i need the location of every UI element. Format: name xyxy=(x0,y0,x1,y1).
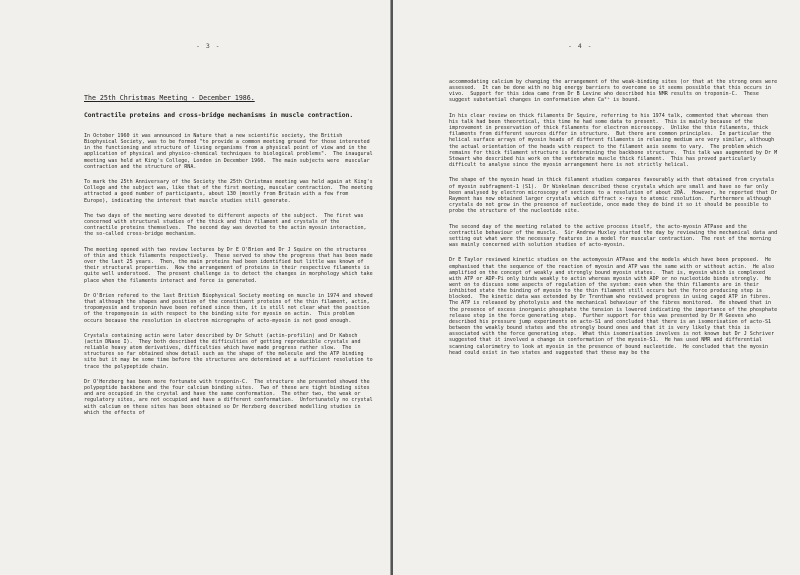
paragraph: In October 1960 it was announced in Nature that a new scientific society, the British Biophysical Society, was to be formed "to provide a common meeting ground for those interested in the functioning and structure of living organisms from a physical point of view and in the application of physical and physico-chemical techniques to biological problems". The inaugural meeting was held at King's College, London in December 1960. The main subjects were muscular contraction and the structure of RNA. xyxy=(84,133,376,170)
paragraph: In his clear review on thick filaments Dr Squire, referring to his 1974 talk, commented that whereas then his talk had been theoretical, this time he had some data to present. This is mainly because of the improvement in preservation of thick filaments for electron microscopy. Unlike the thin filaments, thick filaments from different sources differ in structure. But there are common principles. In particular the helical surface arrays of myosin heads of different filaments in relaxing medium are very similar, although the actual orientation of the heads with respect to the filament axis seems to vary. The problem which remains for thick filament structure is determining the backbone structure. This talk was augmented by Dr M Stewart who described his work on the vertebrate muscle thick filament. This has proved particularly difficult to analyse since the myosin arrangement here is not strictly helical. xyxy=(449,112,781,169)
left-page xyxy=(0,0,391,575)
paragraph: To mark the 25th Anniversary of the Society the 25th Christmas meeting was held again at King's College and the subject was, like that of the first meeting, muscular contraction. The meeting attracted a good number of participants, about 130 (mostly from Britain with a few from Europe), indicating the interest that muscle studies still generate. xyxy=(84,179,376,204)
paragraph: The second day of the meeting related to the active process itself, the acto-myosin ATPase and the contractile behaviour of the muscle. Sir Andrew Huxley started the day by reviewing the mechanical data and setting out what were the necessary features in a model for muscular contraction. The rest of the morning was mainly concerned with solution studies of acto-myosin. xyxy=(449,223,781,248)
page-number: - 4 - xyxy=(568,42,593,50)
right-text-column xyxy=(449,79,779,365)
document-subtitle: Contractile proteins and cross-bridge mechanisms in muscle contraction. xyxy=(84,112,354,119)
paragraph: accommodating calcium by changing the arrangement of the weak-binding sites (or that at the strong ones were assessed. It can be done with no big energy barriers to overcome so it seems possible that this occurs in vivo. Support for this idea came from Dr B Levine who described his NMR results on troponin-C. These suggest substantial changes in conformation when Ca²⁺ is bound. xyxy=(449,79,781,104)
paragraph: Dr E Taylor reviewed kinetic studies on the actomyosin ATPase and the models which have been proposed. He emphasised that the sequence of the reaction of myosin and ATP was the same with or without actin. He also amplified on the concept of weakly and strongly bound myosin states. That is, myosin which is complexed with ATP or ADP-Pi only binds weakly to actin whereas myosin with ADP or no nucleotide binds strongly. He went on to discuss some aspects of regulation of the system: even when the thin filaments are in their inhibited state the binding of myosin to the thin filament still occurs but the force producing step is blocked. The kinetic data was extended by Dr Trentham who reviewed progress in using caged ATP in fibres. The ATP is released by photolysis and the mechanical behaviour of the fibres monitored. He showed that in the presence of excess inorganic phosphate the tension is lowered indicating the importance of the phosphate release step in the force generating step. Further support for this was presented by Dr M Geeves who described his pressure jump experiments on acto-S1 and concluded that there is an isomerisation of acto-S1 between the weakly bound states and the strongly bound ones and that it is very likely that this is associated with the force generating step. What this isomerisation involves is not known but Dr J Schriver suggested that it involved a change in conformation of the myosin-S1. He has used NMR and differential scanning calorimetry to look at myosin in the presence of bound nucleotide. He concluded that the myosin head could exist in two states and suggested that these may be the xyxy=(449,257,781,356)
paragraph: Dr O'Herzberg has been more fortunate with troponin-C. The structure she presented showed the polypeptide backbone and the four calcium binding sites. Two of these are tight binding sites and are occupied in the crystal and have the same conformation. The other two, the weak or regulatory sites, are not occupied and have a different conformation. Unfortunately no crystal with calcium on these sites has been obtained so Dr Herzberg described modelling studies in which the effects of xyxy=(84,378,376,416)
page-number: - 3 - xyxy=(196,42,221,50)
paragraph: The two days of the meeting were devoted to different aspects of the subject. The first was concerned with structural studies of the thick and thin filament and crystals of the contractile proteins themselves. The second day was devoted to the actin myosin interaction, the so-called cross-bridge mechanism. xyxy=(84,212,370,238)
paragraph: Dr O'Brien refered to the last British Biophysical Society meeting on muscle in 1974 and showed that although the shapes and position of the constituent proteins of the thin filament, actin, tropomyosin and troponin have been refined since then, it is still not clear what the position of the tropomyosin is with respect to the binding site for myosin on actin. This problem occurs because the resolution in electron micrographs of acto-myosin is not good enough. xyxy=(84,292,376,324)
document-title: The 25th Christmas Meeting - December 1986. xyxy=(84,94,255,102)
right-page xyxy=(393,0,800,575)
paragraph: The shape of the myosin head in thick filament studies compares favourably with that obtained from crystals of myosin subfragment-1 (S1). Dr Winkelman described these crystals which are small and have so far only been analysed by electron microscopy of sections to a resolution of about 20Å. However, he reported that Dr Rayment has now obtained larger crystals which diffract x-rays to atomic resolution. Furthermore although crystals do not grow in the presence of nucleotide, once made they do bind it so it should be possible to probe the structure of the nucleotide site. xyxy=(449,177,781,215)
left-text-column xyxy=(84,133,374,425)
paragraph: Crystals containing actin were later described by Dr Schutt (actin-profilin) and Dr Kabsch (actin DNase I). They both described the difficulties of getting reproducible crystals and reliable heavy atom derivatives, difficulties which have made progress rather slow. The structures so far obtained show detail such as the shape of the molecule and the ATP binding site but it may be some time before the structures are determined at a sufficient resolution to trace the polypeptide chain. xyxy=(84,332,376,370)
paragraph: The meeting opened with two review lectures by Dr E O'Brien and Dr J Squire on the structures of thin and thick filaments respectively. These served to show the progress that has been made over the last 25 years. Then, the main proteins had been identified but little was known of their structural properties. Now the arrangement of proteins in their respective filaments is quite well understood. The present challenge is to detect the changes in morphology which take place when the filaments interact and force is generated. xyxy=(84,246,376,284)
